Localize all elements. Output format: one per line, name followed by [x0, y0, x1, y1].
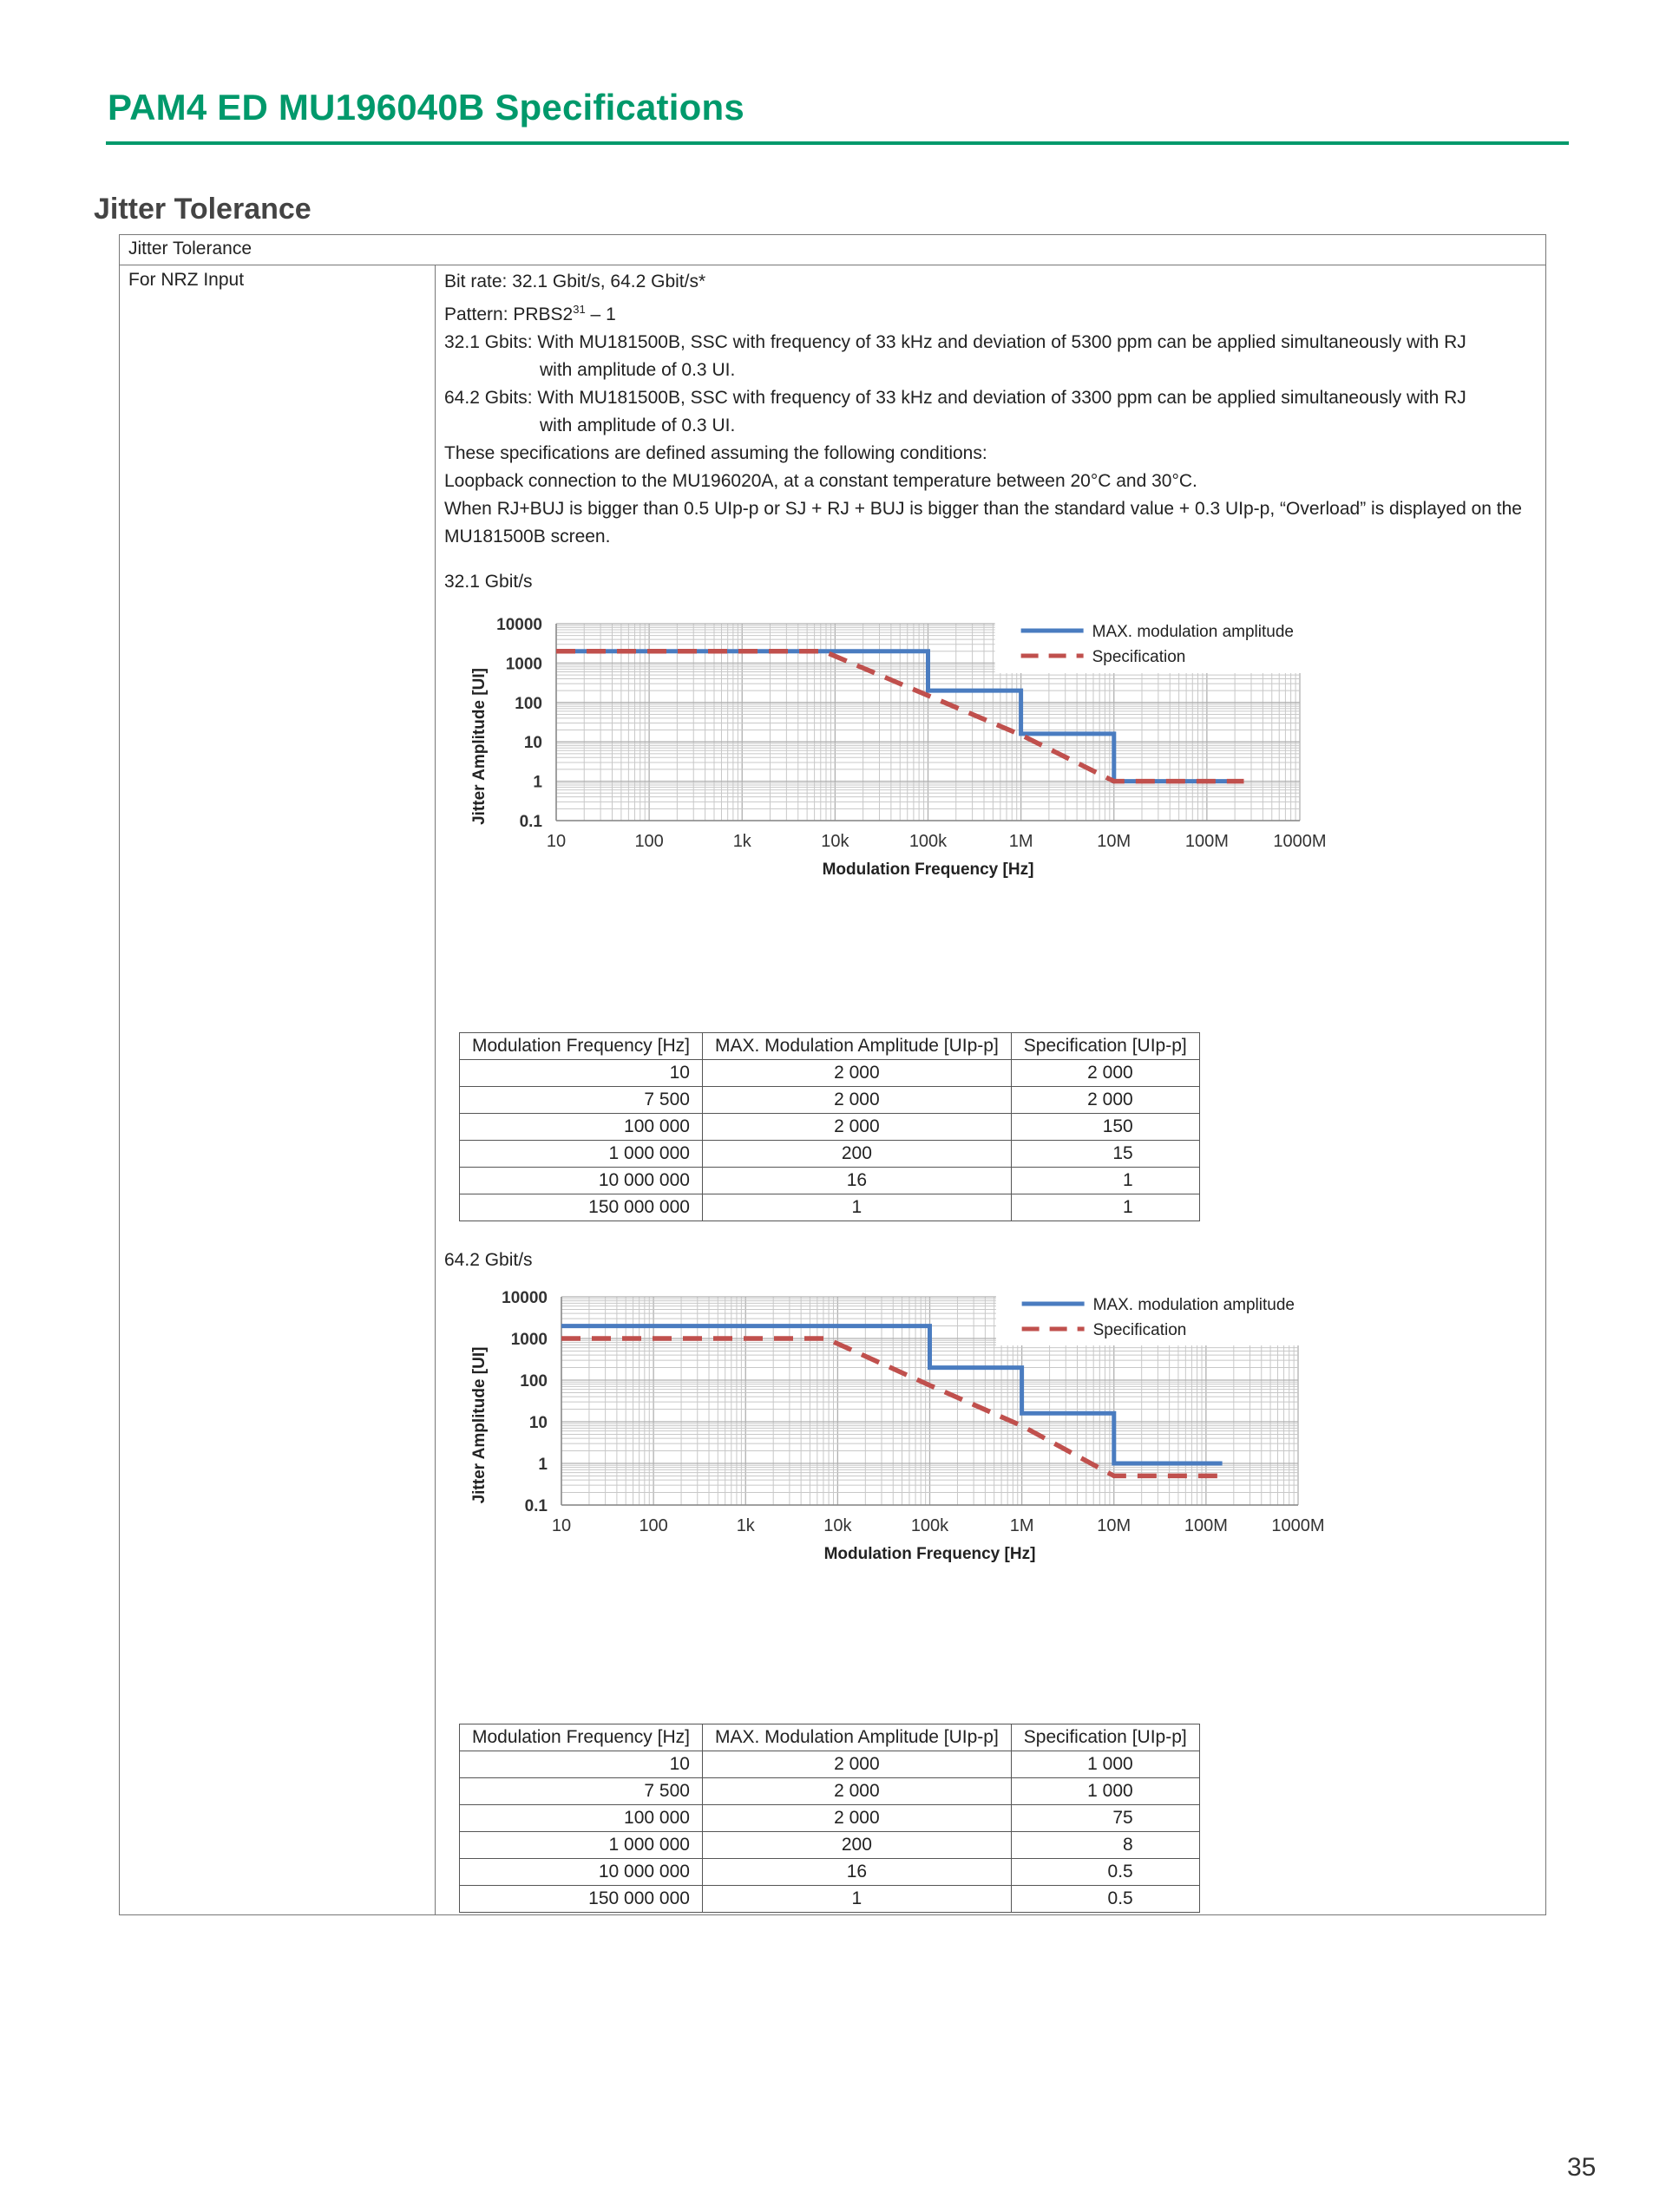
- x-tick-label: 1M: [1009, 1516, 1034, 1535]
- y-tick-label: 10: [528, 1414, 548, 1432]
- table-cell: 150 000 000: [460, 1886, 703, 1913]
- table-cell: 7 500: [460, 1778, 703, 1805]
- column-header: Modulation Frequency [Hz]: [460, 1033, 703, 1060]
- table-cell: 1: [702, 1194, 1011, 1221]
- table-header-row: [460, 1033, 1200, 1060]
- table-row: [460, 1087, 1200, 1114]
- table-cell: 2 000: [1011, 1060, 1199, 1087]
- ssc-64-line: 64.2 Gbits: With MU181500B, SSC with frequency of 33 kHz and deviation of 3300 ppm can be applied simultaneously with RJ: [444, 388, 1466, 408]
- chart-64: [467, 1283, 1361, 1678]
- table-cell: 10: [460, 1060, 703, 1087]
- table-cell: 2 000: [702, 1087, 1011, 1114]
- table-cell: 100 000: [460, 1114, 703, 1141]
- table-cell: 7 500: [460, 1087, 703, 1114]
- x-tick-label: 100: [639, 1516, 668, 1535]
- y-tick-label: 0.1: [524, 1497, 548, 1515]
- specification-line: [561, 1338, 1223, 1476]
- table-cell: 1 000 000: [460, 1832, 703, 1859]
- column-header: Specification [UIp-p]: [1011, 1724, 1199, 1751]
- column-header: Modulation Frequency [Hz]: [460, 1724, 703, 1751]
- ssc-32-line-continued: with amplitude of 0.3 UI.: [540, 360, 736, 380]
- table-cell: 8: [1011, 1832, 1199, 1859]
- spec-table-32: [459, 1032, 1200, 1221]
- table-cell: 2 000: [702, 1751, 1011, 1778]
- section-heading: Jitter Tolerance: [94, 193, 312, 226]
- table-header-row: [460, 1724, 1200, 1751]
- chart-64-label: 64.2 Gbit/s: [444, 1250, 533, 1270]
- title-rule: [106, 141, 1569, 145]
- loopback-line: Loopback connection to the MU196020A, at a constant temperature between 20°C and 30°C.: [444, 471, 1197, 491]
- table-cell: 1: [1011, 1168, 1199, 1194]
- table-row: [460, 1060, 1200, 1087]
- table-cell: 1: [1011, 1194, 1199, 1221]
- table-cell: 2 000: [702, 1060, 1011, 1087]
- table-cell: 0.5: [1011, 1886, 1199, 1913]
- x-axis-title: Modulation Frequency [Hz]: [823, 1545, 1036, 1563]
- x-tick-label: 10M: [1097, 1516, 1131, 1535]
- y-tick-label: 0.1: [519, 813, 542, 831]
- table-cell: 1: [702, 1886, 1011, 1913]
- table-cell: 75: [1011, 1805, 1199, 1832]
- table-cell: 16: [702, 1859, 1011, 1886]
- column-header: MAX. Modulation Amplitude [UIp-p]: [702, 1033, 1011, 1060]
- pattern-line: [444, 296, 1542, 329]
- x-axis-title: Modulation Frequency [Hz]: [822, 861, 1034, 879]
- column-header: MAX. Modulation Amplitude [UIp-p]: [702, 1724, 1011, 1751]
- y-tick-label: 1: [533, 773, 542, 792]
- chart-64-svg: [467, 1283, 1361, 1678]
- chart-32-svg: [467, 608, 1361, 994]
- y-tick-label: 10000: [496, 616, 542, 634]
- page-title: PAM4 ED MU196040B Specifications: [108, 87, 744, 128]
- table-cell: 100 000: [460, 1805, 703, 1832]
- chart-32: [467, 608, 1361, 994]
- table-row: [460, 1859, 1200, 1886]
- spec-table-header: Jitter Tolerance: [128, 239, 253, 259]
- table-cell: 150: [1011, 1114, 1199, 1141]
- table-cell: 2 000: [702, 1114, 1011, 1141]
- legend-label: MAX. modulation amplitude: [1092, 623, 1294, 641]
- table-cell: 0.5: [1011, 1859, 1199, 1886]
- table-cell: 10: [460, 1751, 703, 1778]
- bit-rate-line: Bit rate: 32.1 Gbit/s, 64.2 Gbit/s*: [444, 272, 706, 291]
- table-row: [460, 1778, 1200, 1805]
- table-cell: 200: [702, 1141, 1011, 1168]
- x-tick-label: 10: [551, 1516, 572, 1535]
- table-row: [460, 1886, 1200, 1913]
- table-row: [460, 1751, 1200, 1778]
- y-axis-title: Jitter Amplitude [UI]: [470, 668, 489, 825]
- x-tick-label: 1000M: [1271, 1516, 1325, 1535]
- table-row: [460, 1805, 1200, 1832]
- y-tick-label: 100: [520, 1372, 548, 1391]
- page-number: 35: [1567, 2153, 1597, 2182]
- x-tick-label: 1k: [736, 1516, 755, 1535]
- table-cell: 10 000 000: [460, 1168, 703, 1194]
- max-modulation-line: [561, 1326, 1223, 1463]
- legend-label: Specification: [1092, 648, 1186, 666]
- table-cell: 1 000: [1011, 1778, 1199, 1805]
- table-cell: 1 000 000: [460, 1141, 703, 1168]
- table-row: [460, 1194, 1200, 1221]
- x-tick-label: 100: [634, 832, 664, 851]
- table-cell: 2 000: [1011, 1087, 1199, 1114]
- y-axis-title: Jitter Amplitude [UI]: [470, 1346, 489, 1504]
- table-row: [460, 1168, 1200, 1194]
- x-tick-label: 10k: [823, 1516, 852, 1535]
- spec-description: [444, 268, 1542, 551]
- table-row: [460, 1832, 1200, 1859]
- table-cell: 2 000: [702, 1778, 1011, 1805]
- ssc-32-line: 32.1 Gbits: With MU181500B, SSC with frequency of 33 kHz and deviation of 5300 ppm can be applied simultaneously with RJ: [444, 332, 1466, 352]
- x-tick-label: 10: [546, 832, 567, 851]
- table-cell: 15: [1011, 1141, 1199, 1168]
- column-header: Specification [UIp-p]: [1011, 1033, 1199, 1060]
- table-row: [460, 1141, 1200, 1168]
- y-tick-label: 10: [523, 734, 542, 753]
- table-row: [460, 1114, 1200, 1141]
- row-label: For NRZ Input: [128, 270, 245, 290]
- x-tick-label: 100M: [1184, 1516, 1228, 1535]
- spec-table-64: [459, 1724, 1200, 1913]
- y-tick-label: 1: [538, 1456, 548, 1474]
- overload-line: When RJ+BUJ is bigger than 0.5 UIp-p or SJ + RJ + BUJ is bigger than the standard value + 0.3 UIp-p, “Overload” is displayed on the MU181500B screen.: [444, 499, 1522, 546]
- x-tick-label: 10M: [1097, 832, 1131, 851]
- conditions-line: These specifications are defined assuming the following conditions:: [444, 443, 987, 463]
- table-cell: 200: [702, 1832, 1011, 1859]
- x-tick-label: 1M: [1008, 832, 1033, 851]
- pattern-exponent: 31: [573, 303, 586, 316]
- x-tick-label: 100M: [1184, 832, 1229, 851]
- table-cell: 10 000 000: [460, 1859, 703, 1886]
- x-tick-label: 1k: [732, 832, 751, 851]
- ssc-64-line-continued: with amplitude of 0.3 UI.: [540, 416, 736, 435]
- y-tick-label: 1000: [505, 655, 542, 674]
- frame-column-divider: [435, 265, 436, 1914]
- table-cell: 1 000: [1011, 1751, 1199, 1778]
- table-cell: 150 000 000: [460, 1194, 703, 1221]
- y-tick-label: 10000: [502, 1289, 548, 1307]
- legend-label: Specification: [1092, 1321, 1187, 1339]
- x-tick-label: 100k: [910, 1516, 949, 1535]
- chart-32-label: 32.1 Gbit/s: [444, 572, 533, 592]
- table-cell: 16: [702, 1168, 1011, 1194]
- spec-table-frame: [119, 234, 1546, 1915]
- y-tick-label: 1000: [510, 1331, 548, 1349]
- pattern-prefix: Pattern: PRBS2: [444, 304, 574, 324]
- x-tick-label: 1000M: [1273, 832, 1327, 851]
- pattern-suffix: – 1: [585, 304, 616, 324]
- y-tick-label: 100: [515, 694, 542, 713]
- x-tick-label: 100k: [908, 832, 948, 851]
- x-tick-label: 10k: [821, 832, 849, 851]
- legend-label: MAX. modulation amplitude: [1092, 1296, 1295, 1314]
- table-cell: 2 000: [702, 1805, 1011, 1832]
